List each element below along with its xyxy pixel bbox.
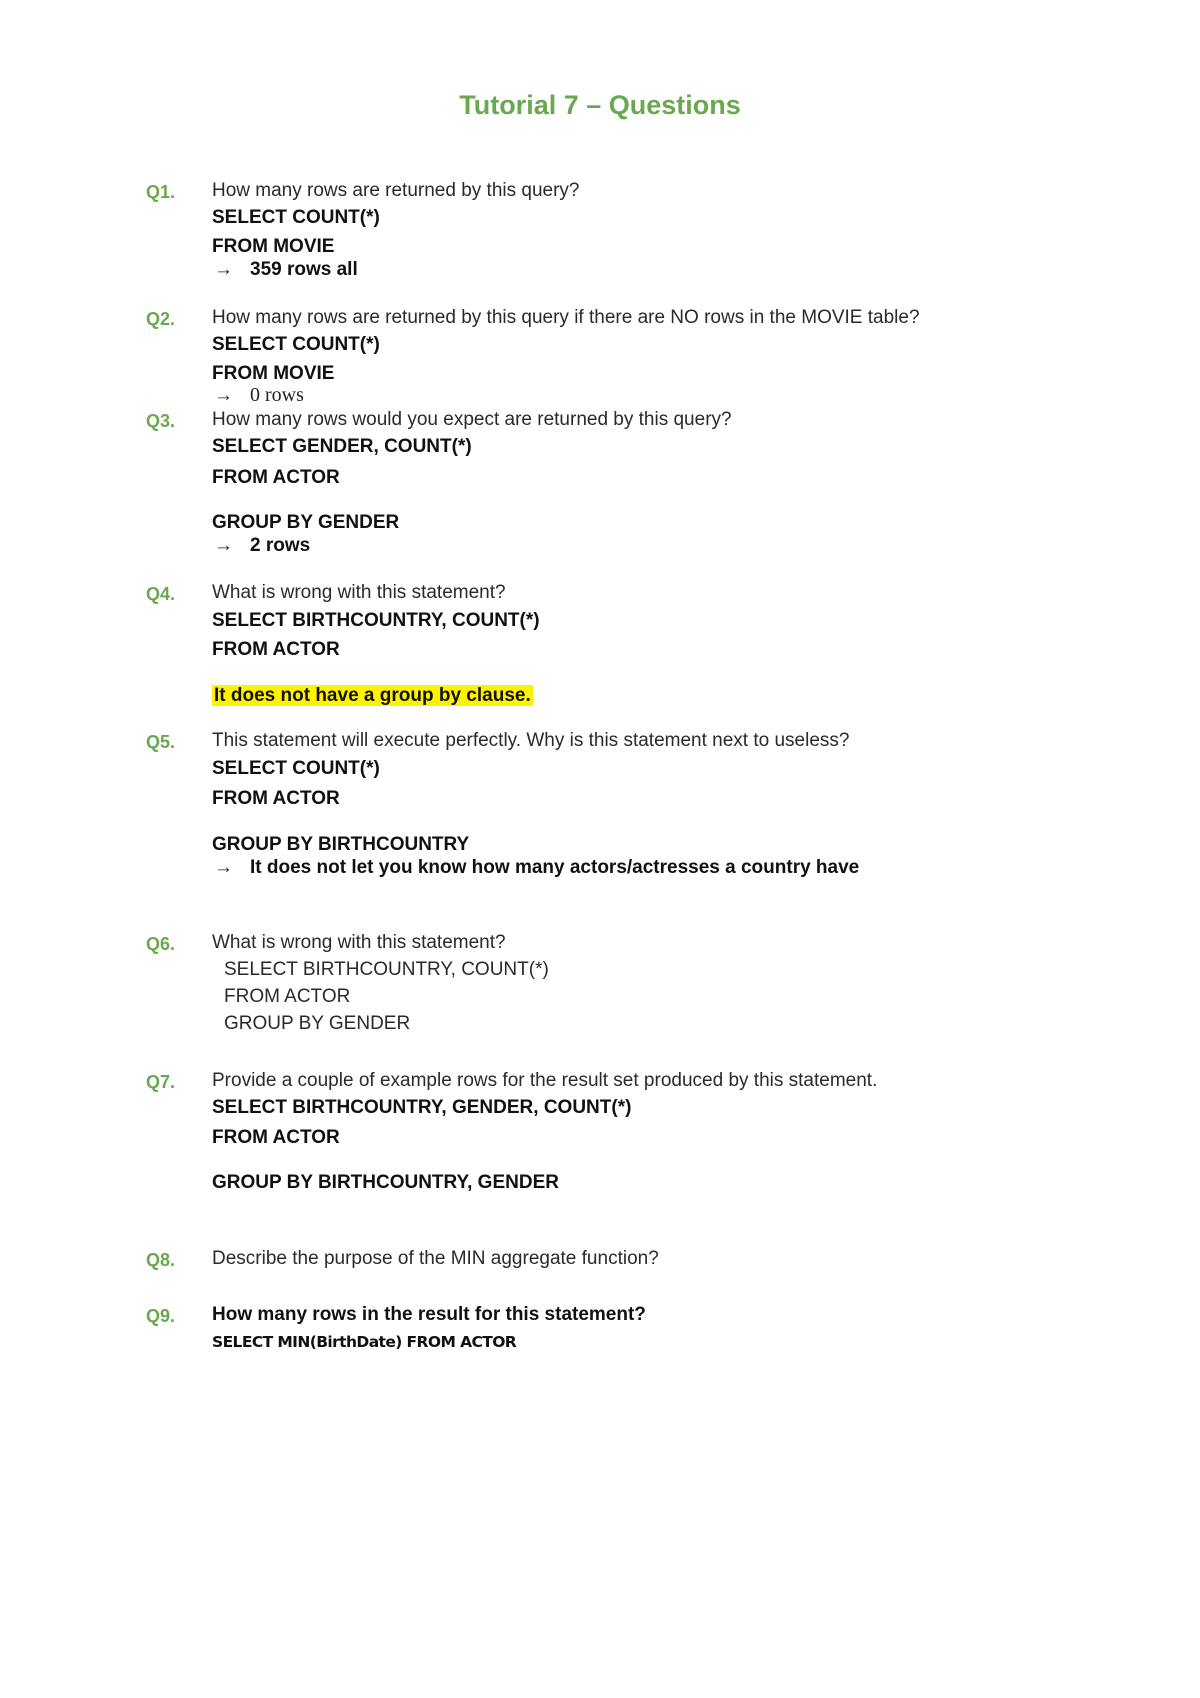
arrow-icon: →	[214, 535, 233, 556]
question-text: How many rows would you expect are returned by this query?	[212, 409, 732, 430]
code-line: SELECT MIN(BirthDate) FROM ACTOR	[212, 1333, 517, 1351]
code-line: GROUP BY BIRTHCOUNTRY	[212, 834, 470, 855]
answer-text: 359 rows all	[250, 259, 358, 280]
code-line: SELECT COUNT(*)	[212, 758, 380, 779]
question-number: Q2.	[146, 309, 176, 329]
question-text: What is wrong with this statement?	[212, 582, 506, 603]
arrow-icon: →	[214, 259, 233, 280]
code-line: FROM ACTOR	[212, 467, 340, 488]
code-line: FROM ACTOR	[212, 639, 340, 660]
question-number: Q6.	[146, 934, 176, 954]
question-number: Q8.	[146, 1250, 176, 1270]
code-line: SELECT BIRTHCOUNTRY, COUNT(*)	[224, 959, 549, 980]
answer-line	[214, 857, 859, 879]
arrow-icon: →	[214, 857, 233, 878]
code-line: FROM ACTOR	[224, 986, 351, 1007]
code-line: SELECT COUNT(*)	[212, 334, 380, 355]
answer-line	[214, 535, 310, 557]
question-text: How many rows in the result for this statement?	[212, 1304, 646, 1325]
code-line: GROUP BY GENDER	[224, 1013, 411, 1034]
answer-text: 2 rows	[250, 535, 311, 556]
code-line: GROUP BY BIRTHCOUNTRY, GENDER	[212, 1172, 559, 1193]
answer-text: It does not have a group by clause.	[214, 685, 531, 706]
page-title: Tutorial 7 – Questions	[459, 90, 741, 120]
answer-line	[214, 384, 304, 407]
code-line: FROM ACTOR	[212, 1127, 340, 1148]
answer-text: It does not let you know how many actors/actresses a country have	[250, 857, 860, 878]
code-line: FROM MOVIE	[212, 236, 335, 257]
question-text: What is wrong with this statement?	[212, 932, 506, 953]
question-text: How many rows are returned by this query?	[212, 180, 580, 201]
code-line: GROUP BY GENDER	[212, 512, 400, 533]
question-number: Q5.	[146, 732, 176, 752]
question-number: Q1.	[146, 182, 176, 202]
code-line: FROM ACTOR	[212, 788, 340, 809]
code-line: SELECT GENDER, COUNT(*)	[212, 436, 472, 457]
question-number: Q7.	[146, 1072, 176, 1092]
highlighted-answer	[212, 685, 533, 707]
answer-line	[214, 259, 358, 281]
answer-text: 0 rows	[250, 384, 304, 406]
question-number: Q3.	[146, 411, 176, 431]
question-text: Provide a couple of example rows for the result set produced by this statement.	[212, 1070, 878, 1091]
question-text: How many rows are returned by this query if there are NO rows in the MOVIE table?	[212, 307, 920, 328]
code-line: SELECT BIRTHCOUNTRY, GENDER, COUNT(*)	[212, 1097, 632, 1118]
code-line: FROM MOVIE	[212, 363, 335, 384]
question-number: Q9.	[146, 1306, 176, 1326]
code-line: SELECT COUNT(*)	[212, 207, 380, 228]
question-number: Q4.	[146, 584, 176, 604]
code-line: SELECT BIRTHCOUNTRY, COUNT(*)	[212, 610, 540, 631]
arrow-icon: →	[214, 385, 233, 406]
question-text: Describe the purpose of the MIN aggregate function?	[212, 1248, 659, 1269]
question-text: This statement will execute perfectly. Why is this statement next to useless?	[212, 730, 850, 751]
